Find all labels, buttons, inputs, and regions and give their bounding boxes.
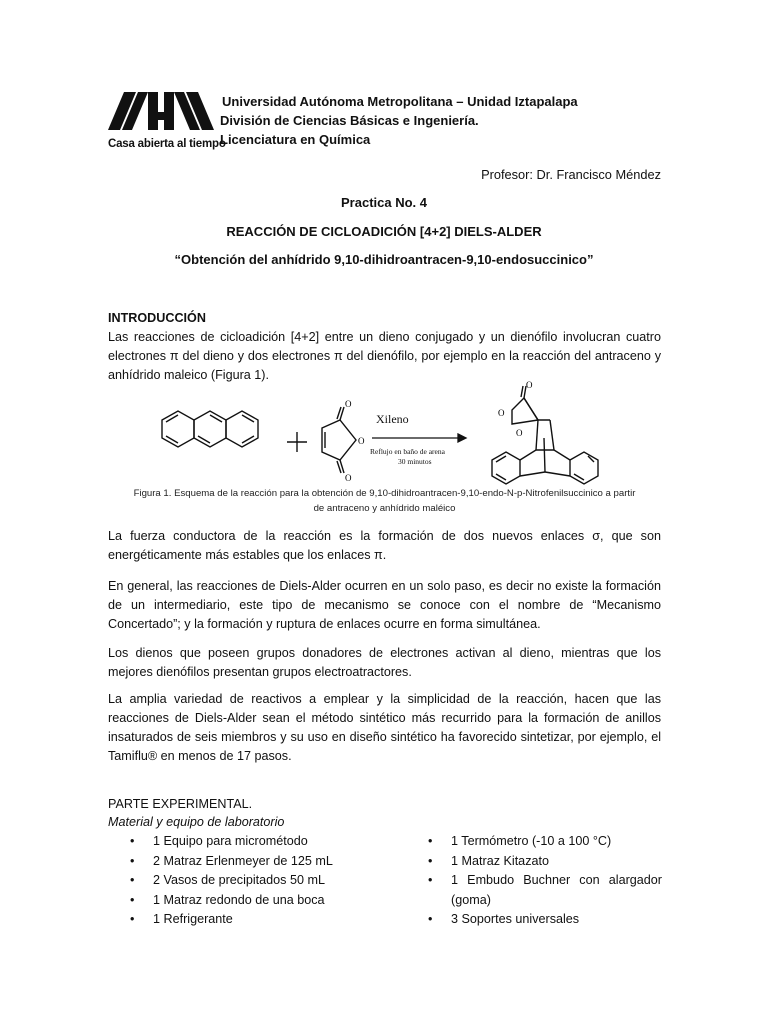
intro-heading: INTRODUCCIÓN <box>108 311 206 325</box>
product-structure <box>492 386 598 484</box>
materials-list-left <box>108 832 398 930</box>
materials-list-right <box>406 832 662 930</box>
svg-text:O: O <box>345 399 352 409</box>
list-item: • 3 Soportes universales <box>406 910 662 930</box>
intro-paragraph-2: La fuerza conductora de la reacción es la formación de dos nuevos enlaces σ, que son energéticamente más estables que los enlaces π. <box>108 529 661 562</box>
bullet-icon: • <box>428 912 433 926</box>
intro-paragraph-3: En general, las reacciones de Diels-Alder ocurren en un solo paso, es decir no existe la formación de un intermediario, este tipo de mecanismo se conoce con el nombre de “Mecanismo Concertado”; y la formación y ruptura de enlaces ocurre en forma simultánea. <box>108 579 661 631</box>
professor-line: Profesor: Dr. Francisco Méndez <box>481 167 661 182</box>
bullet-icon: • <box>428 853 433 868</box>
bullet-icon: • <box>130 912 135 926</box>
bullet-icon: • <box>130 834 135 848</box>
svg-text:O: O <box>498 408 505 418</box>
list-item: • 1 Termómetro (-10 a 100 °C) <box>406 832 662 852</box>
reaction-scheme <box>140 380 640 485</box>
list-item: • 1 Refrigerante <box>108 910 398 930</box>
bullet-icon: • <box>130 873 135 887</box>
list-item: • 2 Vasos de precipitados 50 mL <box>108 871 398 891</box>
experimental-heading: PARTE EXPERIMENTAL. <box>108 797 253 811</box>
svg-text:O: O <box>526 380 533 390</box>
intro-paragraph-5: La amplia variedad de reactivos a emplear y la simplicidad de la reacción, hacen que las reacciones de Diels-Alder sean el método sintético más recurrido para la formación de anillos insaturados de seis miembros y su uso en diseño sintético ha favorecido sintetizar, por ejemplo, el Tamiflu® en menos de 17 pasos. <box>108 692 661 763</box>
svg-text:O: O <box>516 428 523 438</box>
plus-sign <box>287 432 307 452</box>
list-item: • 1 Matraz redondo de una boca <box>108 891 398 911</box>
uam-logo-mark <box>108 90 218 132</box>
institution-name: Universidad Autónoma Metropolitana – Unidad Iztapalapa <box>222 94 578 109</box>
practice-subtitle: “Obtención del anhídrido 9,10-dihidroantracen-9,10-endosuccinico” <box>174 252 594 267</box>
list-item: • 1 Equipo para micrométodo <box>108 832 398 852</box>
scheme-reagent: Xileno <box>376 412 409 426</box>
maleic-anhydride-structure <box>322 407 356 473</box>
division-name: División de Ciencias Básicas e Ingeniería. <box>220 113 479 128</box>
logo-motto: Casa abierta al tiempo <box>108 138 226 150</box>
svg-text:O: O <box>358 436 365 446</box>
practice-number: Practica No. 4 <box>341 195 427 210</box>
bullet-icon: • <box>130 853 135 868</box>
svg-text:O: O <box>345 473 352 483</box>
scheme-condition-1: Reflujo en baño de arena <box>370 447 445 456</box>
list-item: • 1 Matraz Kitazato <box>406 852 662 872</box>
reaction-arrow <box>372 434 466 442</box>
program-name: Licenciatura en Química <box>220 132 371 147</box>
bullet-icon: • <box>130 892 135 907</box>
uam-logo <box>108 90 226 152</box>
bullet-icon: • <box>428 834 433 848</box>
intro-paragraph-1: Las reacciones de cicloadición [4+2] entre un dieno conjugado y un dienófilo involucran cuatro electrones π del dieno y dos electrones π del dienófilo, por ejemplo en la reacción del antraceno y anhídrido maleico (Figura 1). <box>108 330 661 382</box>
list-item: • 1 Embudo Buchner con alargador (goma) <box>428 873 662 907</box>
reaction-title: REACCIÓN DE CICLOADICIÓN [4+2] DIELS-ALDER <box>226 224 542 239</box>
scheme-condition-2: 30 minutos <box>398 457 432 466</box>
list-item: • 2 Matraz Erlenmeyer de 125 mL <box>108 852 398 872</box>
materials-subheading: Material y equipo de laboratorio <box>108 815 285 829</box>
figure-caption-line-2: de antraceno y anhídrido maléico <box>313 503 456 514</box>
figure-caption-line-1: Figura 1. Esquema de la reacción para la obtención de 9,10-dihidroantracen-9,10-endo-N-p-Nitrofenilsuccinico a partir <box>133 488 636 499</box>
bullet-icon: • <box>428 873 433 887</box>
anthracene-structure <box>162 411 258 447</box>
intro-paragraph-4: Los dienos que poseen grupos donadores de electrones activan al dieno, mientras que los mejores dienófilos presentan grupos electroatractores. <box>108 646 661 679</box>
